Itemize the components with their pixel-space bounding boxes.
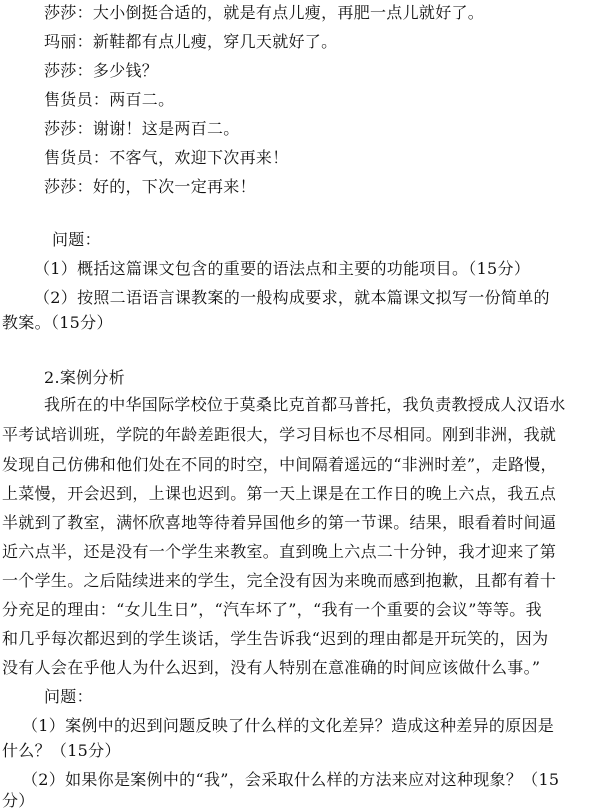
paragraph-line: 和几乎每次都迟到的学生谈话，学生告诉我“迟到的理由都是开玩笑的，因为 [2, 629, 549, 648]
paragraph-line: 分充足的理由：“女儿生日”，“汽车坏了”，“我有一个重要的会议”等等。我 [2, 600, 542, 619]
section-heading: 2.案例分析 [44, 368, 126, 387]
paragraph-line: 半就到了教室，满怀欣喜地等待着异国他乡的第一节课。结果，眼看着时间逼 [2, 513, 557, 532]
question-item-2-cont: 教案。（15分） [2, 313, 113, 332]
case-question-1: （1）案例中的迟到问题反映了什么样的文化差异？造成这种差异的原因是 [22, 716, 555, 735]
question-label: 问题： [52, 230, 101, 249]
dialogue-line: 莎莎：好的，下次一定再来！ [44, 177, 256, 196]
question-item-2: （2）按照二语语言课教案的一般构成要求，就本篇课文拟写一份简单的 [34, 288, 550, 307]
question-item-1: （1）概括这篇课文包含的重要的语法点和主要的功能项目。（15分） [34, 259, 531, 278]
paragraph-line: 近六点半，还是没有一个学生来教室。直到晚上六点二十分钟，我才迎来了第 [2, 542, 557, 561]
dialogue-line: 售货员：不客气，欢迎下次再来！ [44, 148, 289, 167]
paragraph-line: 上菜慢，开会迟到，上课也迟到。第一天上课是在工作日的晚上六点，我五点 [2, 484, 557, 503]
paragraph-line: 发现自己仿佛和他们处在不同的时空，中间隔着遥远的“非洲时差”，走路慢， [2, 455, 557, 474]
paragraph-line: 平考试培训班，学院的年龄差距很大，学习目标也不尽相同。刚到非洲，我就 [2, 425, 557, 444]
dialogue-line: 莎莎：多少钱？ [44, 61, 159, 80]
question-label: 问题： [44, 687, 93, 706]
paragraph-line: 我所在的中华国际学校位于莫桑比克首都马普托，我负责教授成人汉语水 [44, 395, 566, 414]
dialogue-line: 莎莎：谢谢！这是两百二。 [44, 119, 240, 138]
dialogue-line: 莎莎：大小倒挺合适的，就是有点儿瘦，再肥一点儿就好了。 [44, 3, 485, 22]
paragraph-line: 没有人会在乎他人为什么迟到，没有人特别在意准确的时间应该做什么事。” [2, 658, 541, 677]
case-question-1-cont: 什么？（15分） [2, 741, 121, 760]
dialogue-line: 售货员：两百二。 [44, 90, 175, 109]
paragraph-line: 一个学生。之后陆续进来的学生，完全没有因为来晚而感到抱歉，且都有着十 [2, 571, 557, 590]
dialogue-line: 玛丽：新鞋都有点儿瘦，穿几天就好了。 [44, 32, 338, 51]
case-question-2: （2）如果你是案例中的“我”，会采取什么样的方法来应对这种现象？（15 [22, 770, 560, 789]
case-question-2-cont: 分） [2, 791, 35, 810]
